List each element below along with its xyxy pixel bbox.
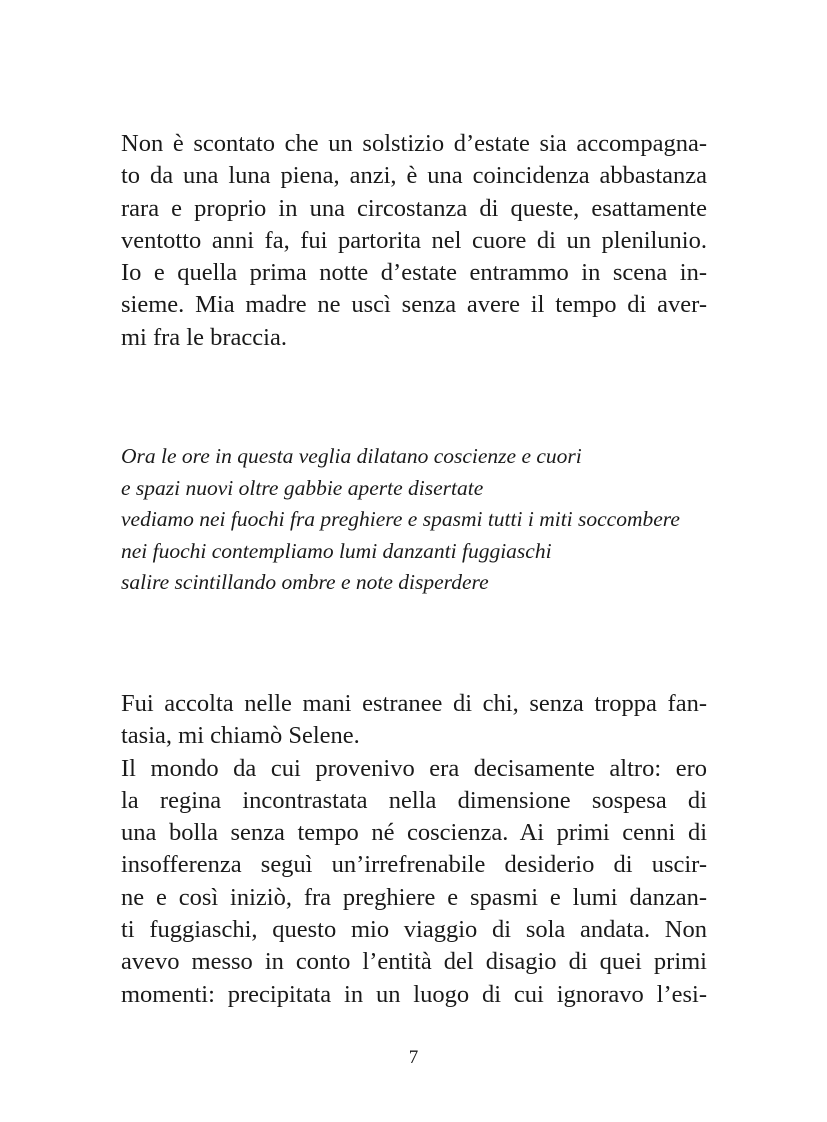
paragraph-continuation <box>121 688 707 1011</box>
verse-line: salire scintillando ombre e note disperdere <box>121 570 489 594</box>
italic-verse <box>121 441 721 599</box>
text-line: Non è scontato che un solstizio d’estate sia accompagna- <box>121 130 707 157</box>
text-line: sieme. Mia madre ne uscì senza avere il tempo di aver- <box>121 291 707 319</box>
text-line: ventotto anni fa, fui partorita nel cuore di un plenilunio. <box>121 226 707 254</box>
text-line: tasia, mi chiamò Selene. <box>121 722 360 750</box>
verse-line: Ora le ore in questa veglia dilatano coscienze e cuori <box>121 444 582 468</box>
text-line: avevo messo in conto l’entità del disagio di quei primi <box>121 948 707 976</box>
text-line: momenti: precipitata in un luogo di cui ignoravo l’esi- <box>121 980 707 1008</box>
text-line: Il mondo da cui provenivo era decisamente altro: ero <box>121 754 707 782</box>
page-number: 7 <box>408 1047 419 1068</box>
text-line: la regina incontrastata nella dimensione sospesa di <box>121 786 707 814</box>
text-line: una bolla senza tempo né coscienza. Ai primi cenni di <box>121 819 707 847</box>
text-line: Fui accolta nelle mani estranee di chi, senza troppa fan- <box>121 690 707 717</box>
text-line: mi fra le braccia. <box>121 323 287 351</box>
text-line: ti fuggiaschi, questo mio viaggio di sola andata. Non <box>121 916 707 944</box>
verse-line: nei fuochi contempliamo lumi danzanti fuggiaschi <box>121 538 552 563</box>
text-line: rara e proprio in una circostanza di queste, esattamente <box>121 194 707 222</box>
text-line: insofferenza seguì un’irrefrenabile desiderio di uscir- <box>121 851 707 879</box>
paragraph-opening <box>121 128 707 354</box>
text-line: ne e così iniziò, fra preghiere e spasmi e lumi danzan- <box>121 883 707 911</box>
text-line: to da una luna piena, anzi, è una coincidenza abbastanza <box>121 162 707 190</box>
text-line: Io e quella prima notte d’estate entrammo in scena in- <box>121 259 707 287</box>
verse-line: vediamo nei fuochi fra preghiere e spasmi tutti i miti soccombere <box>121 507 680 531</box>
verse-line: e spazi nuovi oltre gabbie aperte disertate <box>121 475 484 500</box>
